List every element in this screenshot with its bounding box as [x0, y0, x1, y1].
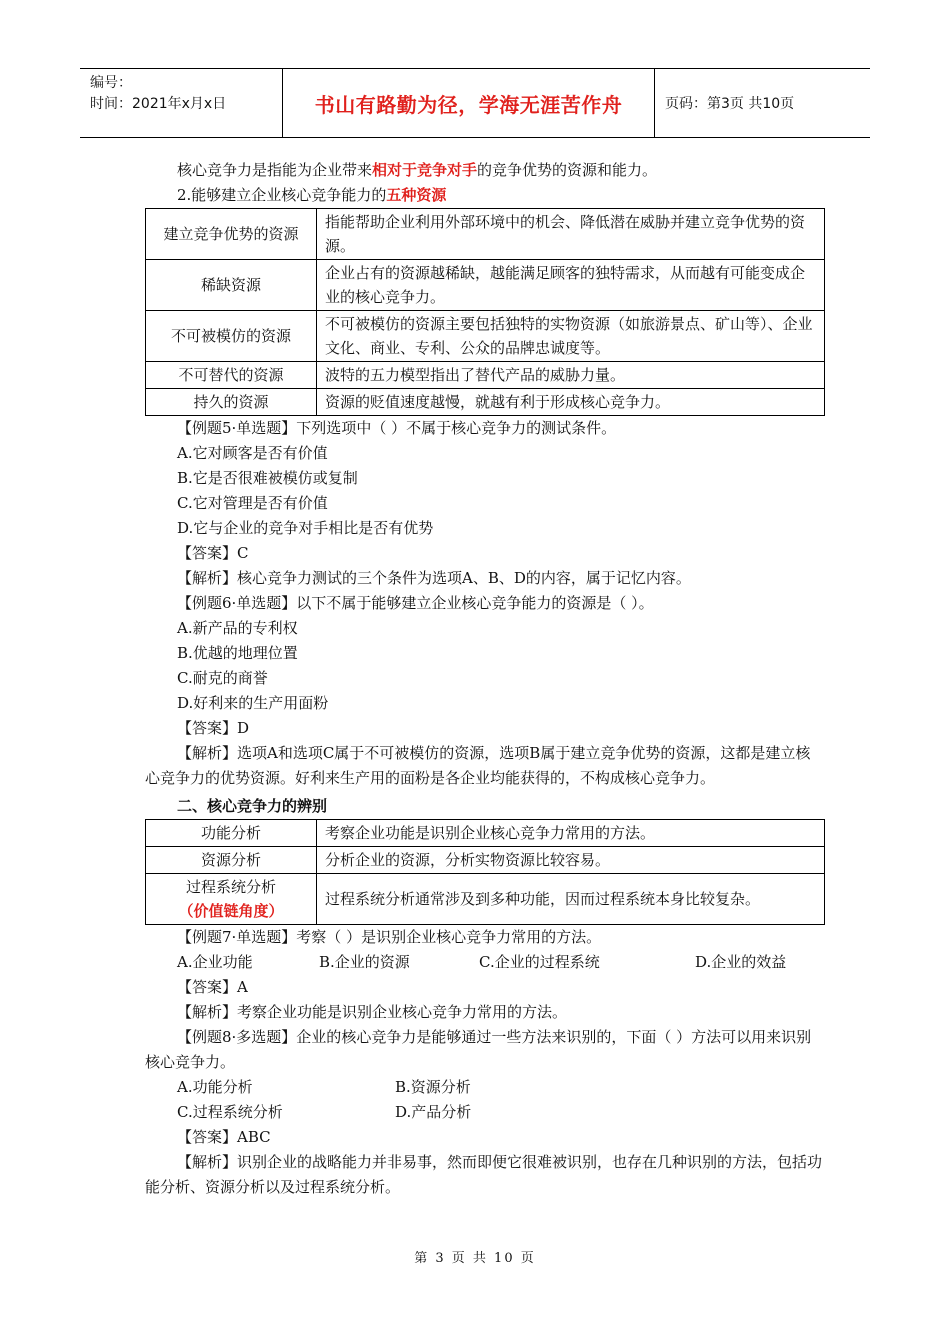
question-8-options-row2: [145, 1100, 825, 1125]
method-name: 过程系统分析: [185, 878, 276, 896]
question-8-option: A.功能分析: [177, 1078, 253, 1096]
header-page-label: 页码：第3页 共10页: [665, 96, 795, 112]
section-title: 二、核心竞争力的辨别: [177, 797, 328, 815]
header-meta: [80, 69, 283, 137]
resource-name: 稀缺资源: [146, 260, 317, 311]
question-8-stem: 【例题8·多选题】企业的核心竞争力是能够通过一些方法来识别的，下面（ ）方法可以用来识别核心竞争力。: [145, 1028, 812, 1071]
resource-name: 不可替代的资源: [146, 362, 317, 389]
question-7-options: [145, 950, 825, 975]
question-8-option: C.过程系统分析: [177, 1103, 283, 1121]
resource-desc: 指能帮助企业利用外部环境中的机会、降低潜在威胁并建立竞争优势的资源。: [317, 209, 825, 260]
resource-name: 建立竞争优势的资源: [146, 209, 317, 260]
page-header: [80, 68, 870, 138]
table-row: [146, 847, 825, 874]
question-7-option: A.企业功能: [177, 953, 253, 971]
doc-number-label: 编号：: [90, 75, 132, 91]
question-5-option: D.它与企业的竞争对手相比是否有优势: [177, 519, 434, 537]
definition-highlight: 相对于竞争对手: [372, 161, 478, 179]
table-row: [146, 389, 825, 416]
question-8-analysis: 【解析】识别企业的战略能力并非易事，然而即便它很难被识别，也存在几种识别的方法，包括功能分析、资源分析以及过程系统分析。: [145, 1153, 823, 1196]
page-footer: 第 3 页 共 10 页: [414, 1251, 536, 1266]
method-desc: 考察企业功能是识别企业核心竞争力常用的方法。: [317, 820, 825, 847]
resource-desc: 波特的五力模型指出了替代产品的威胁力量。: [317, 362, 825, 389]
method-sub-label: （价值链角度）: [178, 902, 284, 920]
question-8-option: D.产品分析: [395, 1103, 472, 1121]
question-8-answer: 【答案】ABC: [177, 1128, 271, 1146]
resource-desc: 资源的贬值速度越慢，就越有利于形成核心竞争力。: [317, 389, 825, 416]
resource-desc: 企业占有的资源越稀缺，越能满足顾客的独特需求，从而越有可能变成企业的核心竞争力。: [317, 260, 825, 311]
document-body: [145, 158, 825, 1200]
question-5-option: C.它对管理是否有价值: [177, 494, 328, 512]
table-row: [146, 260, 825, 311]
table-row: [146, 820, 825, 847]
question-7-analysis: 【解析】考察企业功能是识别企业核心竞争力常用的方法。: [177, 1003, 568, 1021]
question-5-answer: 【答案】C: [177, 544, 249, 562]
question-6-analysis: 【解析】选项A和选项C属于不可被模仿的资源，选项B属于建立竞争优势的资源，这都是建立核心竞争力的优势资源。好利来生产用的面粉是各企业均能获得的，不构成核心竞争力。: [145, 744, 811, 787]
resource-name: 持久的资源: [146, 389, 317, 416]
question-6-option: A.新产品的专利权: [177, 619, 298, 637]
five-resources-highlight: 五种资源: [386, 186, 447, 204]
question-6-stem: 【例题6·单选题】以下不属于能够建立企业核心竞争能力的资源是（ ）。: [177, 594, 654, 612]
method-desc: 分析企业的资源，分析实物资源比较容易。: [317, 847, 825, 874]
resources-table: [145, 208, 825, 416]
method-name-cell: [146, 874, 317, 925]
question-7-stem: 【例题7·单选题】考察（ ）是识别企业核心竞争力常用的方法。: [177, 928, 602, 946]
question-8-option: B.资源分析: [395, 1078, 471, 1096]
question-5-analysis: 【解析】核心竞争力测试的三个条件为选项A、B、D的内容，属于记忆内容。: [177, 569, 691, 587]
question-7-option: B.企业的资源: [319, 953, 410, 971]
question-7-option: C.企业的过程系统: [479, 953, 600, 971]
doc-date-label: 时间：2021年x月x日: [90, 96, 227, 112]
header-motto: 书山有路勤为径，学海无涯苦作舟: [283, 69, 655, 137]
question-6-answer: 【答案】D: [177, 719, 250, 737]
methods-table: [145, 819, 825, 925]
table-row: [146, 209, 825, 260]
question-5-option: A.它对顾客是否有价值: [177, 444, 328, 462]
resource-name: 不可被模仿的资源: [146, 311, 317, 362]
table-row: [146, 362, 825, 389]
resource-desc: 不可被模仿的资源主要包括独特的实物资源（如旅游景点、矿山等）、企业文化、商业、专利、公众的品牌忠诚度等。: [317, 311, 825, 362]
question-6-option: D.好利来的生产用面粉: [177, 694, 329, 712]
method-desc: 过程系统分析通常涉及到多种功能，因而过程系统本身比较复杂。: [317, 874, 825, 925]
method-name: 功能分析: [146, 820, 317, 847]
question-8-options-row1: [145, 1075, 825, 1100]
question-5-option: B.它是否很难被模仿或复制: [177, 469, 358, 487]
table-row: [146, 311, 825, 362]
method-name: 资源分析: [146, 847, 317, 874]
table-row: [146, 874, 825, 925]
five-resources-heading: 2.能够建立企业核心竞争能力的五种资源: [177, 186, 447, 204]
question-7-option: D.企业的效益: [695, 953, 787, 971]
question-6-option: B.优越的地理位置: [177, 644, 298, 662]
question-5-stem: 【例题5·单选题】下列选项中（ ）不属于核心竞争力的测试条件。: [177, 419, 617, 437]
question-6-option: C.耐克的商誉: [177, 669, 268, 687]
definition-paragraph: 核心竞争力是指能为企业带来相对于竞争对手的竞争优势的资源和能力。: [177, 161, 658, 179]
question-7-answer: 【答案】A: [177, 978, 248, 996]
